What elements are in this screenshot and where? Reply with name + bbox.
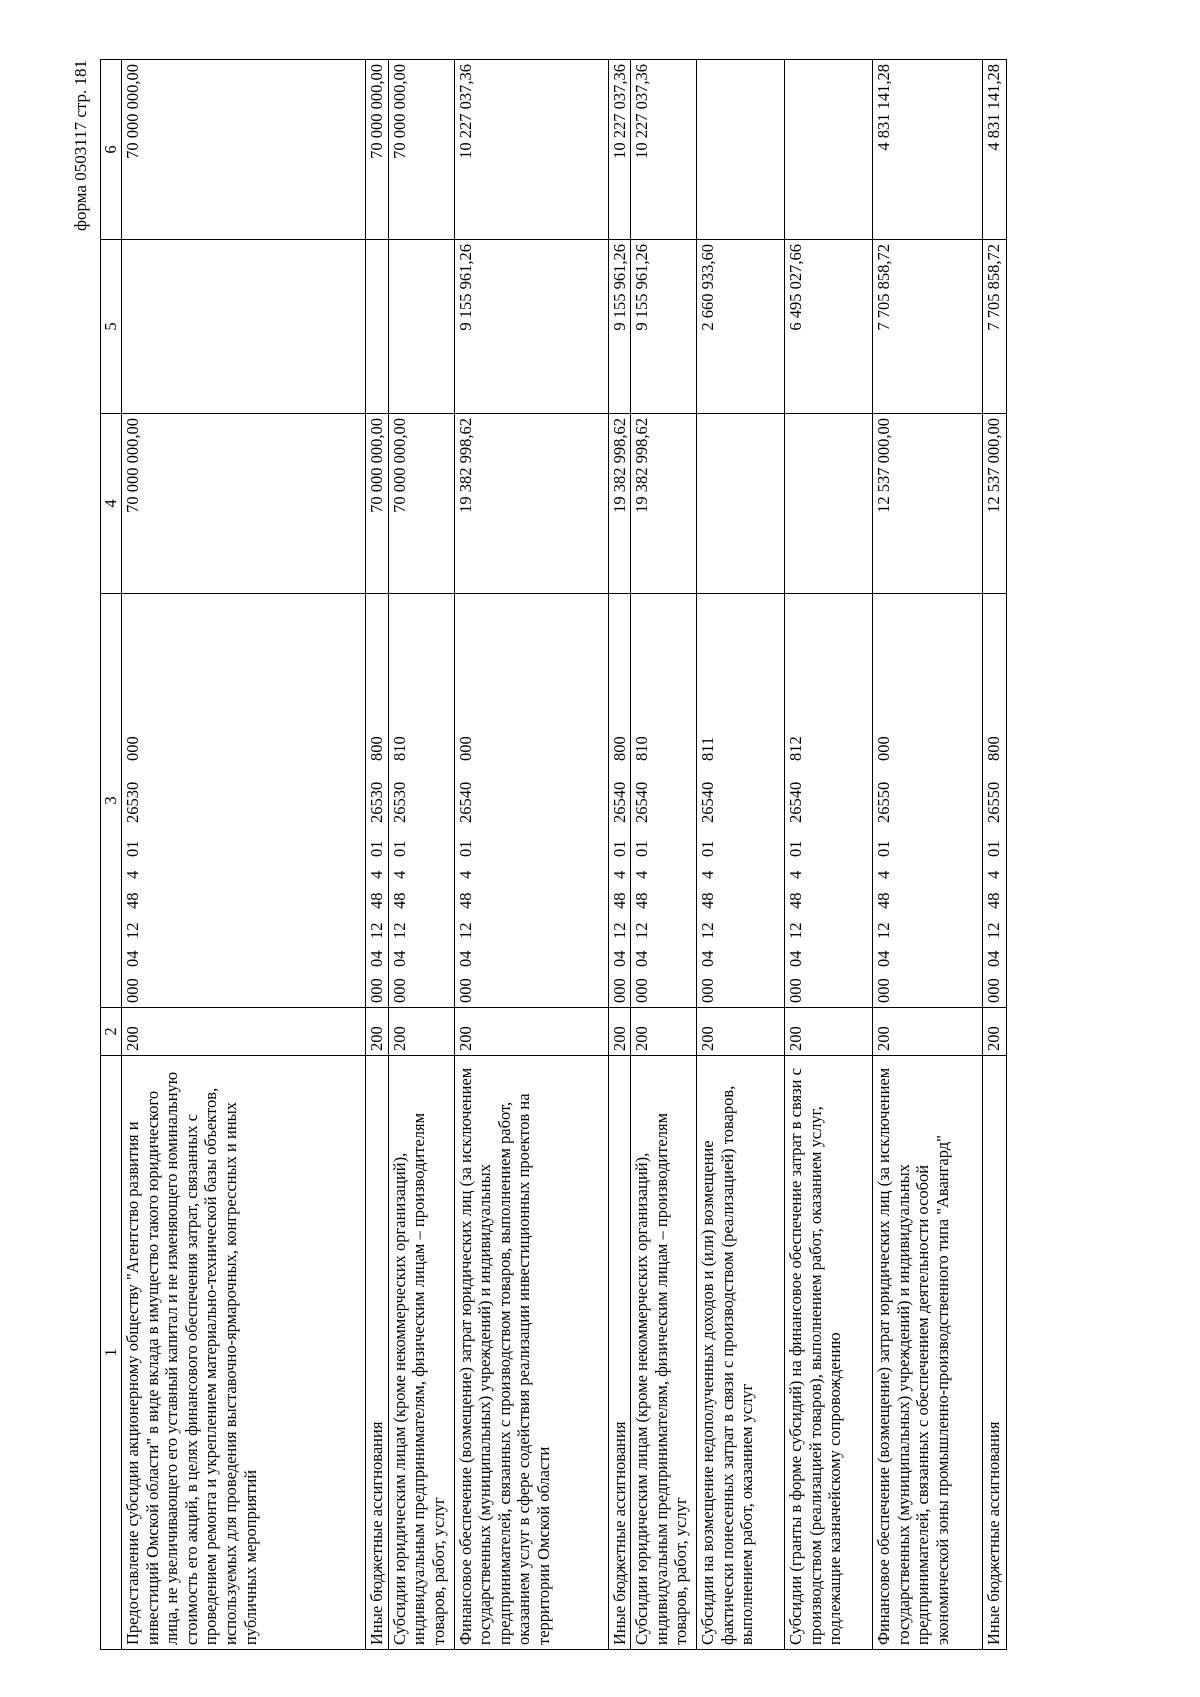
code-segment: 01 — [367, 840, 386, 857]
code-segment: 000 — [389, 978, 409, 1003]
code-segment: 26540 — [632, 781, 652, 823]
code-segment: 800 — [984, 736, 1004, 761]
code-segment: 000 — [874, 736, 894, 761]
row-budget-code — [697, 594, 785, 1008]
code-segment: 12 — [367, 922, 386, 939]
code-segment: 48 — [632, 892, 652, 909]
table-row — [873, 60, 983, 1650]
row-name: Финансовое обеспечение (возмещение) затрат юридических лиц (за исключением государственных (муниципальных) учреждений) и индивидуальных предпринимателей, связанных с обеспечением деятельности особой экономической зоны промышленно-производственного типа "Авангард" — [873, 1056, 983, 1650]
code-segment: 812 — [786, 736, 806, 761]
code-segment: 4 — [455, 870, 475, 879]
row-name: Предоставление субсидии акционерному обществу "Агентство развития и инвестиций Омской области" в виде вклада в имущество такого юридического лица, не увеличивающего его уставный капитал и не изменяющего номинальную стоимость его акций, в целях финансового обеспечения затрат, связанных с проведением ремонта и укреплением материально-технической базы объектов, используемых для проведения выставочно-ярмарочных, конгрессных и иных публичных мероприятий — [122, 1056, 366, 1650]
code-segment: 4 — [123, 870, 142, 879]
column-header: 4 — [101, 414, 122, 594]
row-unexecuted-amount: 10 227 037,36 — [454, 60, 608, 240]
code-segment: 26530 — [123, 781, 142, 823]
code-segment: 4 — [367, 870, 386, 879]
row-approved-amount: 19 382 998,62 — [631, 414, 697, 594]
row-name: Субсидии юридическим лицам (кроме некоммерческих организаций), индивидуальным предпринимателям, физическим лицам – производителям товаров, работ, услуг — [388, 1056, 454, 1650]
row-executed-amount: 9 155 961,26 — [608, 240, 631, 414]
code-segment: 4 — [786, 870, 806, 879]
code-segment: 26550 — [874, 781, 894, 823]
column-header: 3 — [101, 594, 122, 1008]
row-line-code: 200 — [631, 1008, 697, 1056]
row-name: Субсидии на возмещение недополученных доходов и (или) возмещение фактически понесенных затрат в связи с производством (реализацией) товаров, выполнением работ, оказанием услуг — [697, 1056, 785, 1650]
row-unexecuted-amount: 70 000 000,00 — [366, 60, 389, 240]
table-row — [983, 60, 1007, 1650]
code-segment: 000 — [123, 978, 142, 1003]
code-segment: 48 — [698, 892, 718, 909]
code-segment: 48 — [123, 892, 142, 909]
code-segment: 12 — [786, 922, 806, 939]
code-segment: 01 — [389, 840, 409, 857]
code-segment: 000 — [609, 978, 629, 1003]
code-segment: 04 — [455, 950, 475, 967]
table-row — [122, 60, 366, 1650]
code-segment: 12 — [609, 922, 629, 939]
code-segment: 000 — [123, 736, 142, 761]
code-segment: 04 — [786, 950, 806, 967]
code-segment: 01 — [698, 840, 718, 857]
row-approved-amount: 70 000 000,00 — [388, 414, 454, 594]
row-name: Иные бюджетные ассигнования — [608, 1056, 631, 1650]
code-segment: 000 — [367, 978, 386, 1003]
row-line-code: 200 — [697, 1008, 785, 1056]
row-unexecuted-amount: 70 000 000,00 — [122, 60, 366, 240]
row-line-code: 200 — [983, 1008, 1007, 1056]
row-approved-amount: 70 000 000,00 — [366, 414, 389, 594]
code-segment: 26550 — [984, 781, 1004, 823]
row-unexecuted-amount: 10 227 037,36 — [608, 60, 631, 240]
code-segment: 48 — [874, 892, 894, 909]
code-segment: 48 — [984, 892, 1004, 909]
code-segment: 12 — [874, 922, 894, 939]
row-approved-amount — [785, 414, 873, 594]
code-segment: 04 — [609, 950, 629, 967]
table-row — [697, 60, 785, 1650]
column-header: 5 — [101, 240, 122, 414]
row-unexecuted-amount — [697, 60, 785, 240]
row-unexecuted-amount — [785, 60, 873, 240]
code-segment: 48 — [786, 892, 806, 909]
code-segment: 48 — [609, 892, 629, 909]
code-segment: 01 — [874, 840, 894, 857]
code-segment: 800 — [367, 736, 386, 761]
code-segment: 12 — [123, 922, 142, 939]
form-reference: форма 0503117 стр. 181 — [71, 60, 90, 231]
code-segment: 04 — [698, 950, 718, 967]
code-segment: 04 — [367, 950, 386, 967]
code-segment: 26540 — [786, 781, 806, 823]
code-segment: 000 — [455, 978, 475, 1003]
table-row — [631, 60, 697, 1650]
code-segment: 000 — [984, 978, 1004, 1003]
code-segment: 26540 — [455, 781, 475, 823]
code-segment: 000 — [786, 978, 806, 1003]
row-budget-code — [785, 594, 873, 1008]
row-approved-amount: 12 537 000,00 — [873, 414, 983, 594]
code-segment: 04 — [984, 950, 1004, 967]
code-segment: 04 — [389, 950, 409, 967]
code-segment: 000 — [632, 978, 652, 1003]
row-approved-amount: 12 537 000,00 — [983, 414, 1007, 594]
code-segment: 4 — [609, 870, 629, 879]
row-unexecuted-amount: 10 227 037,36 — [631, 60, 697, 240]
row-budget-code — [454, 594, 608, 1008]
code-segment: 4 — [874, 870, 894, 879]
row-line-code: 200 — [785, 1008, 873, 1056]
code-segment: 4 — [632, 870, 652, 879]
code-segment: 26530 — [389, 781, 409, 823]
row-name: Субсидии (гранты в форме субсидий) на финансовое обеспечение затрат в связи с производством (реализацией товаров), выполнением работ, оказанием услуг, подлежащие казначейскому сопровождению — [785, 1056, 873, 1650]
row-executed-amount: 7 705 858,72 — [873, 240, 983, 414]
column-header: 6 — [101, 60, 122, 240]
row-budget-code — [388, 594, 454, 1008]
code-segment: 01 — [632, 840, 652, 857]
row-name: Иные бюджетные ассигнования — [366, 1056, 389, 1650]
row-executed-amount — [388, 240, 454, 414]
row-line-code: 200 — [454, 1008, 608, 1056]
row-executed-amount: 2 660 933,60 — [697, 240, 785, 414]
header-row — [101, 60, 122, 1650]
code-segment: 000 — [698, 978, 718, 1003]
row-budget-code — [983, 594, 1007, 1008]
row-executed-amount: 6 495 027,66 — [785, 240, 873, 414]
code-segment: 48 — [389, 892, 409, 909]
code-segment: 26530 — [367, 781, 386, 823]
code-segment: 12 — [698, 922, 718, 939]
table-row — [608, 60, 631, 1650]
row-line-code: 200 — [366, 1008, 389, 1056]
row-unexecuted-amount: 70 000 000,00 — [388, 60, 454, 240]
code-segment: 000 — [874, 978, 894, 1003]
rotated-page — [70, 60, 1130, 1650]
row-executed-amount: 9 155 961,26 — [454, 240, 608, 414]
table-row — [366, 60, 389, 1650]
code-segment: 26540 — [609, 781, 629, 823]
code-segment: 48 — [455, 892, 475, 909]
code-segment: 000 — [455, 736, 475, 761]
budget-table — [100, 59, 1007, 1650]
row-line-code: 200 — [122, 1008, 366, 1056]
code-segment: 810 — [389, 736, 409, 761]
row-budget-code — [608, 594, 631, 1008]
row-executed-amount — [122, 240, 366, 414]
code-segment: 4 — [984, 870, 1004, 879]
code-segment: 4 — [389, 870, 409, 879]
row-name: Финансовое обеспечение (возмещение) затрат юридических лиц (за исключением государственных (муниципальных) учреждений) и индивидуальных предпринимателей, связанных с производством товаров, выполнением работ, оказанием услуг в сфере содействия реализации инвестиционных проектов на территории Омской области — [454, 1056, 608, 1650]
row-unexecuted-amount: 4 831 141,28 — [983, 60, 1007, 240]
code-segment: 12 — [632, 922, 652, 939]
row-executed-amount: 9 155 961,26 — [631, 240, 697, 414]
row-budget-code — [366, 594, 389, 1008]
code-segment: 04 — [123, 950, 142, 967]
row-approved-amount: 19 382 998,62 — [454, 414, 608, 594]
code-segment: 810 — [632, 736, 652, 761]
row-approved-amount: 70 000 000,00 — [122, 414, 366, 594]
row-name: Субсидии юридическим лицам (кроме некоммерческих организаций), индивидуальным предпринимателям, физическим лицам – производителям товаров, работ, услуг — [631, 1056, 697, 1650]
code-segment: 01 — [123, 840, 142, 857]
row-executed-amount — [366, 240, 389, 414]
code-segment: 12 — [455, 922, 475, 939]
row-approved-amount: 19 382 998,62 — [608, 414, 631, 594]
code-segment: 800 — [609, 736, 629, 761]
row-line-code: 200 — [608, 1008, 631, 1056]
column-header: 1 — [101, 1056, 122, 1650]
row-budget-code — [873, 594, 983, 1008]
code-segment: 12 — [389, 922, 409, 939]
row-approved-amount — [697, 414, 785, 594]
code-segment: 04 — [874, 950, 894, 967]
code-segment: 4 — [698, 870, 718, 879]
row-line-code: 200 — [873, 1008, 983, 1056]
row-budget-code — [122, 594, 366, 1008]
row-name: Иные бюджетные ассигнования — [983, 1056, 1007, 1650]
row-line-code: 200 — [388, 1008, 454, 1056]
row-executed-amount: 7 705 858,72 — [983, 240, 1007, 414]
code-segment: 01 — [984, 840, 1004, 857]
row-budget-code — [631, 594, 697, 1008]
code-segment: 04 — [632, 950, 652, 967]
code-segment: 01 — [609, 840, 629, 857]
code-segment: 811 — [698, 736, 718, 761]
code-segment: 12 — [984, 922, 1004, 939]
code-segment: 01 — [455, 840, 475, 857]
row-unexecuted-amount: 4 831 141,28 — [873, 60, 983, 240]
table-row — [388, 60, 454, 1650]
code-segment: 26540 — [698, 781, 718, 823]
table-row — [785, 60, 873, 1650]
table-row — [454, 60, 608, 1650]
code-segment: 01 — [786, 840, 806, 857]
column-header: 2 — [101, 1008, 122, 1056]
code-segment: 48 — [367, 892, 386, 909]
